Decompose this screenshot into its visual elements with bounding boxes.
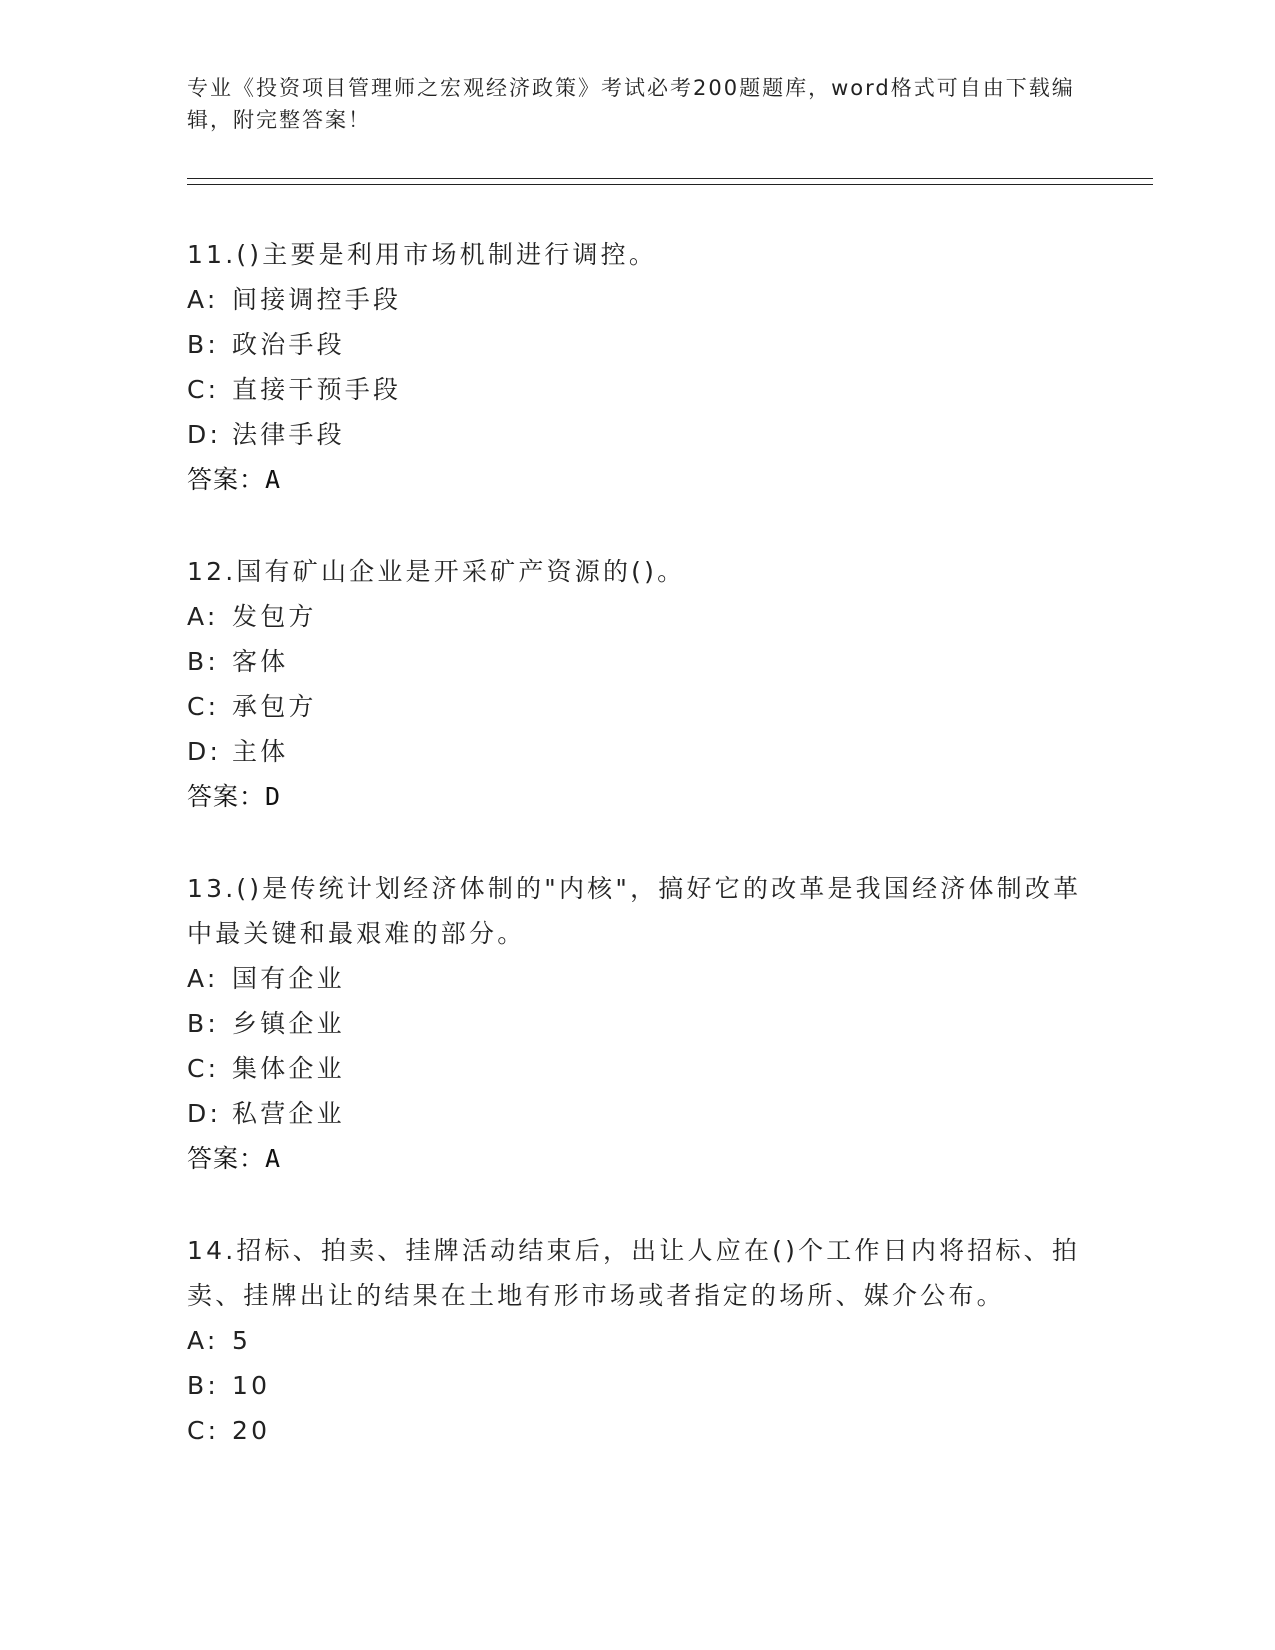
- option-a: [187, 1318, 1087, 1363]
- option-key: B:: [187, 647, 219, 676]
- question-stem: 12.国有矿山企业是开采矿产资源的()。: [187, 557, 686, 586]
- option-key: D:: [187, 420, 222, 449]
- option-text: 承包方: [232, 692, 317, 721]
- option-key: D:: [187, 1099, 222, 1128]
- question-block: [187, 866, 1087, 1181]
- option-text: 间接调控手段: [232, 285, 402, 314]
- answer-label: 答案：: [187, 782, 266, 811]
- option-c: [187, 684, 1087, 729]
- option-text: 5: [232, 1326, 252, 1355]
- question-block: [187, 549, 1087, 819]
- option-d: [187, 1091, 1087, 1136]
- option-c: [187, 367, 1087, 412]
- option-a: [187, 277, 1087, 322]
- option-a: [187, 594, 1087, 639]
- option-text: 发包方: [232, 602, 317, 631]
- option-text: 10: [232, 1371, 271, 1400]
- option-text: 集体企业: [232, 1054, 345, 1083]
- header-rule-bottom: [187, 184, 1153, 185]
- option-text: 政治手段: [232, 330, 345, 359]
- answer-line: [187, 457, 1087, 502]
- question-stem: 13.()是传统计划经济体制的"内核"，搞好它的改革是我国经济体制改革中最关键和最艰难的部分。: [187, 874, 1082, 948]
- option-b: [187, 639, 1087, 684]
- option-text: 直接干预手段: [232, 375, 402, 404]
- answer-line: [187, 774, 1087, 819]
- option-key: B:: [187, 1009, 219, 1038]
- option-key: B:: [187, 330, 219, 359]
- question-block: [187, 232, 1087, 502]
- option-key: A:: [187, 602, 219, 631]
- option-a: [187, 956, 1087, 1001]
- question-stem: 11.()主要是利用市场机制进行调控。: [187, 240, 658, 269]
- option-d: [187, 729, 1087, 774]
- option-b: [187, 1001, 1087, 1046]
- option-text: 国有企业: [232, 964, 345, 993]
- answer-value: A: [265, 1144, 282, 1173]
- option-key: C:: [187, 375, 220, 404]
- option-c: [187, 1408, 1087, 1453]
- option-key: C:: [187, 692, 220, 721]
- document-intro: 专业《投资项目管理师之宏观经济政策》考试必考200题题库，word格式可自由下载编辑，附完整答案！: [187, 76, 1075, 132]
- option-key: A:: [187, 285, 219, 314]
- option-key: C:: [187, 1416, 220, 1445]
- option-text: 私营企业: [232, 1099, 345, 1128]
- answer-label: 答案：: [187, 1144, 266, 1173]
- question-block: [187, 1228, 1087, 1453]
- option-key: A:: [187, 1326, 219, 1355]
- option-key: B:: [187, 1371, 219, 1400]
- option-key: D:: [187, 737, 222, 766]
- option-d: [187, 412, 1087, 457]
- option-b: [187, 1363, 1087, 1408]
- option-key: C:: [187, 1054, 220, 1083]
- question-list: [187, 232, 1087, 1500]
- option-text: 主体: [232, 737, 289, 766]
- option-text: 乡镇企业: [232, 1009, 345, 1038]
- answer-line: [187, 1136, 1087, 1181]
- option-b: [187, 322, 1087, 367]
- answer-value: D: [265, 782, 282, 811]
- answer-value: A: [265, 465, 282, 494]
- answer-label: 答案：: [187, 465, 266, 494]
- option-text: 20: [232, 1416, 271, 1445]
- option-c: [187, 1046, 1087, 1091]
- option-text: 客体: [232, 647, 289, 676]
- header-rule-top: [187, 178, 1153, 179]
- question-stem: 14.招标、拍卖、挂牌活动结束后，出让人应在()个工作日内将招标、拍卖、挂牌出让的结果在土地有形市场或者指定的场所、媒介公布。: [187, 1236, 1081, 1310]
- option-text: 法律手段: [232, 420, 345, 449]
- option-key: A:: [187, 964, 219, 993]
